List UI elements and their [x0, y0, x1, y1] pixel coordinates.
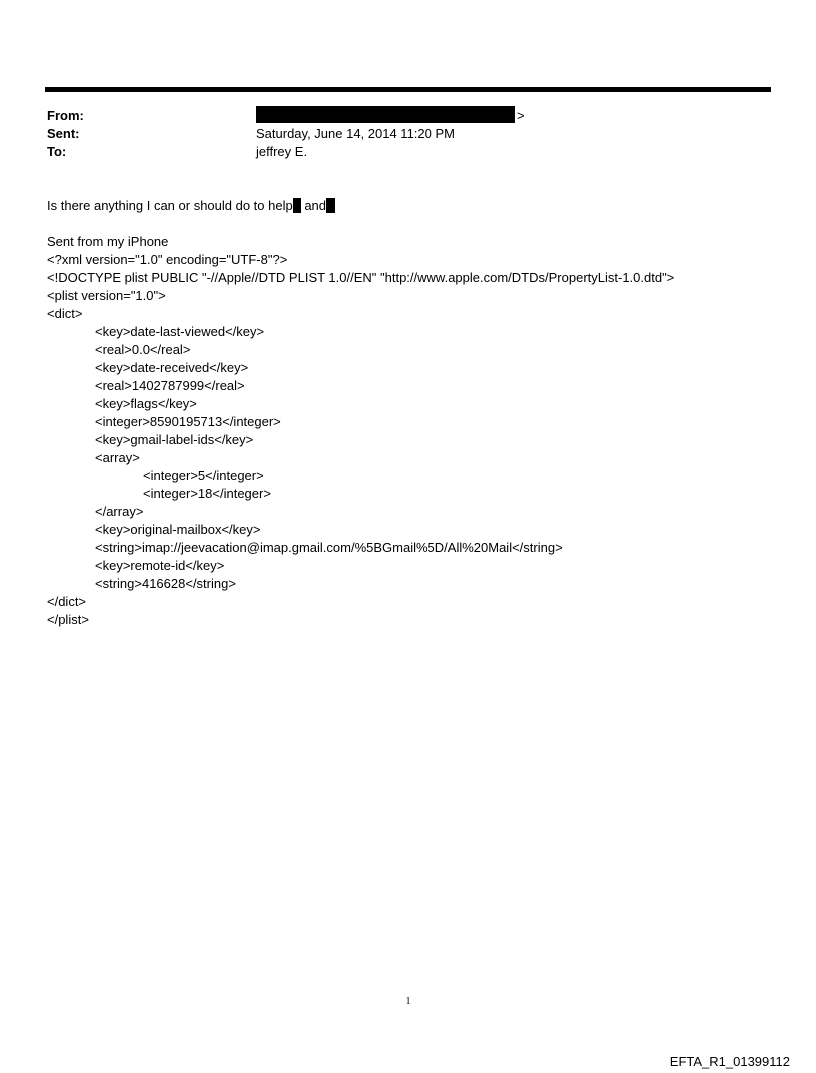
document-id: EFTA_R1_01399112 [669, 1054, 790, 1069]
message-line [47, 197, 335, 214]
from-label: From: [47, 108, 84, 123]
xml-line: <array> [95, 450, 140, 465]
from-tail: > [517, 108, 525, 123]
xml-line: <integer>8590195713</integer> [95, 414, 281, 429]
xml-line: <?xml version="1.0" encoding="UTF-8"?> [47, 252, 288, 267]
message-text-part2: and [300, 198, 327, 213]
xml-line: <string>416628</string> [95, 576, 236, 591]
xml-line: <key>gmail-label-ids</key> [95, 432, 254, 447]
xml-line: <key>original-mailbox</key> [95, 522, 261, 537]
redacted-sender [256, 106, 515, 123]
xml-line: <plist version="1.0"> [47, 288, 166, 303]
xml-line: <integer>5</integer> [143, 468, 264, 483]
xml-line: <string>imap://jeevacation@imap.gmail.com/%5BGmail%5D/All%20Mail</string> [95, 540, 563, 555]
to-value: jeffrey E. [256, 144, 308, 159]
to-label: To: [47, 144, 67, 159]
xml-line: <real>0.0</real> [95, 342, 191, 357]
xml-line: <real>1402787999</real> [95, 378, 245, 393]
sent-label: Sent: [47, 126, 80, 141]
xml-line: <key>date-received</key> [95, 360, 249, 375]
xml-line: <key>date-last-viewed</key> [95, 324, 265, 339]
signature: Sent from my iPhone [47, 234, 169, 249]
header-rule [45, 87, 771, 92]
plist-xml-block [47, 251, 674, 629]
xml-line: </dict> [47, 594, 87, 609]
message-text-part1: Is there anything I can or should do to help [47, 198, 293, 213]
xml-line: <dict> [47, 306, 83, 321]
xml-line: <key>flags</key> [95, 396, 197, 411]
xml-line: <!DOCTYPE plist PUBLIC "-//Apple//DTD PLIST 1.0//EN" "http://www.apple.com/DTDs/PropertyList-1.0.dtd"> [47, 270, 675, 285]
page-number: 1 [405, 996, 411, 1007]
xml-line: <key>remote-id</key> [95, 558, 225, 573]
xml-line: </array> [95, 504, 144, 519]
sent-value: Saturday, June 14, 2014 11:20 PM [256, 126, 455, 141]
xml-line: </plist> [47, 612, 89, 627]
xml-line: <integer>18</integer> [143, 486, 271, 501]
redaction-block [293, 198, 301, 213]
redaction-block [326, 198, 335, 213]
